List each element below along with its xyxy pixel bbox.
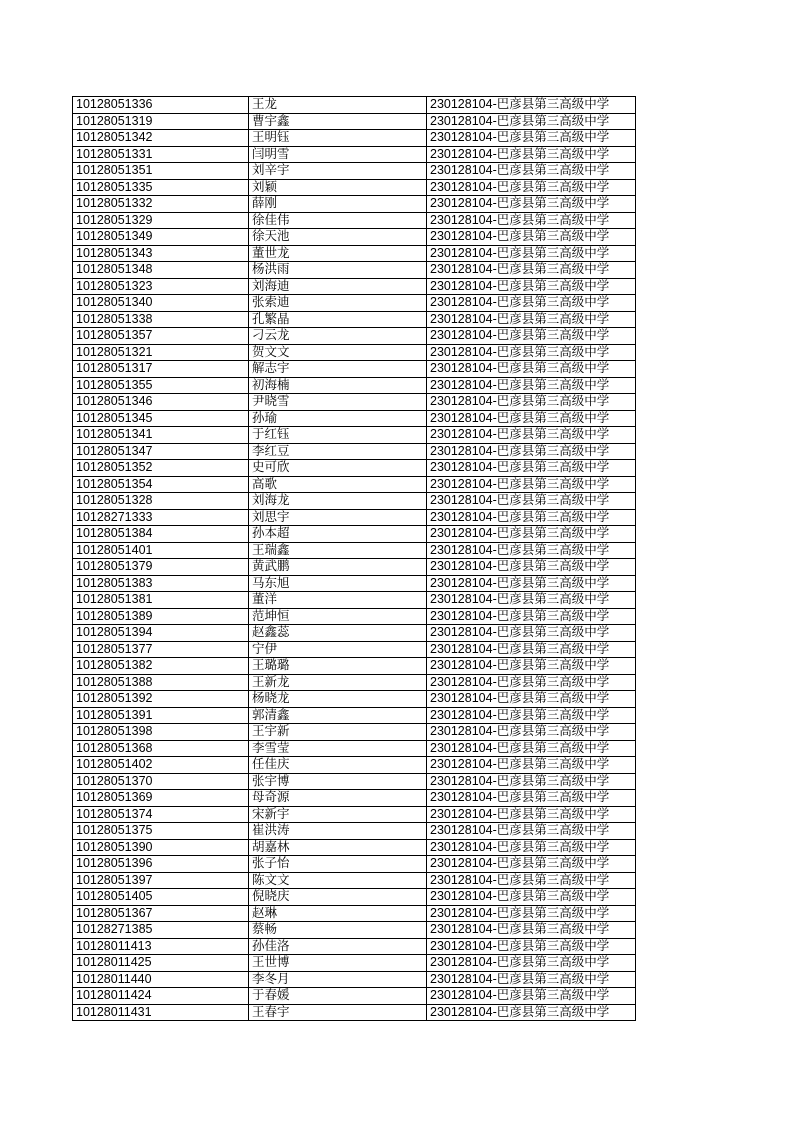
- school-cell: 230128104-巴彦县第三高级中学: [427, 773, 636, 790]
- table-row: [73, 674, 636, 691]
- school-cell: 230128104-巴彦县第三高级中学: [427, 542, 636, 559]
- school-cell: 230128104-巴彦县第三高级中学: [427, 575, 636, 592]
- school-cell: 230128104-巴彦县第三高级中学: [427, 955, 636, 972]
- student-name-cell: 刘海龙: [249, 493, 427, 510]
- school-cell: 230128104-巴彦县第三高级中学: [427, 344, 636, 361]
- table-row: [73, 559, 636, 576]
- table-row: [73, 955, 636, 972]
- student-name-cell: 陈文文: [249, 872, 427, 889]
- student-name-cell: 杨洪雨: [249, 262, 427, 279]
- student-name-cell: 王宇新: [249, 724, 427, 741]
- student-id-cell: 10128051351: [73, 163, 249, 180]
- table-row: [73, 922, 636, 939]
- school-cell: 230128104-巴彦县第三高级中学: [427, 641, 636, 658]
- student-id-cell: 10128051392: [73, 691, 249, 708]
- student-name-cell: 宁伊: [249, 641, 427, 658]
- table-row: [73, 146, 636, 163]
- student-name-cell: 刘辛宇: [249, 163, 427, 180]
- table-row: [73, 245, 636, 262]
- student-table: [72, 96, 636, 1021]
- table-row: [73, 658, 636, 675]
- school-cell: 230128104-巴彦县第三高级中学: [427, 295, 636, 312]
- student-id-cell: 10128271333: [73, 509, 249, 526]
- table-row: [73, 971, 636, 988]
- student-id-cell: 10128051370: [73, 773, 249, 790]
- student-id-cell: 10128051342: [73, 130, 249, 147]
- school-cell: 230128104-巴彦县第三高级中学: [427, 856, 636, 873]
- school-cell: 230128104-巴彦县第三高级中学: [427, 97, 636, 114]
- school-cell: 230128104-巴彦县第三高级中学: [427, 113, 636, 130]
- table-row: [73, 592, 636, 609]
- table-row: [73, 460, 636, 477]
- table-row: [73, 757, 636, 774]
- school-cell: 230128104-巴彦县第三高级中学: [427, 361, 636, 378]
- school-cell: 230128104-巴彦县第三高级中学: [427, 988, 636, 1005]
- table-row: [73, 179, 636, 196]
- student-name-cell: 赵琳: [249, 905, 427, 922]
- student-name-cell: 胡嘉林: [249, 839, 427, 856]
- school-cell: 230128104-巴彦县第三高级中学: [427, 146, 636, 163]
- table-row: [73, 691, 636, 708]
- table-row: [73, 509, 636, 526]
- student-name-cell: 刘颖: [249, 179, 427, 196]
- student-id-cell: 10128051401: [73, 542, 249, 559]
- student-id-cell: 10128051317: [73, 361, 249, 378]
- table-row: [73, 278, 636, 295]
- student-id-cell: 10128051335: [73, 179, 249, 196]
- table-row: [73, 262, 636, 279]
- student-id-cell: 10128011425: [73, 955, 249, 972]
- student-name-cell: 于春媛: [249, 988, 427, 1005]
- school-cell: 230128104-巴彦县第三高级中学: [427, 1004, 636, 1021]
- table-row: [73, 443, 636, 460]
- student-name-cell: 董世龙: [249, 245, 427, 262]
- school-cell: 230128104-巴彦县第三高级中学: [427, 757, 636, 774]
- school-cell: 230128104-巴彦县第三高级中学: [427, 526, 636, 543]
- school-cell: 230128104-巴彦县第三高级中学: [427, 740, 636, 757]
- student-id-cell: 10128051394: [73, 625, 249, 642]
- table-row: [73, 212, 636, 229]
- student-name-cell: 张索迪: [249, 295, 427, 312]
- school-cell: 230128104-巴彦县第三高级中学: [427, 460, 636, 477]
- student-id-cell: 10128011424: [73, 988, 249, 1005]
- student-name-cell: 李冬月: [249, 971, 427, 988]
- table-row: [73, 311, 636, 328]
- student-name-cell: 解志宇: [249, 361, 427, 378]
- table-row: [73, 806, 636, 823]
- student-id-cell: 10128051355: [73, 377, 249, 394]
- student-id-cell: 10128051379: [73, 559, 249, 576]
- student-name-cell: 初海楠: [249, 377, 427, 394]
- school-cell: 230128104-巴彦县第三高级中学: [427, 724, 636, 741]
- table-row: [73, 410, 636, 427]
- student-name-cell: 王瑞鑫: [249, 542, 427, 559]
- school-cell: 230128104-巴彦县第三高级中学: [427, 410, 636, 427]
- student-name-cell: 史可欣: [249, 460, 427, 477]
- student-id-cell: 10128051396: [73, 856, 249, 873]
- school-cell: 230128104-巴彦县第三高级中学: [427, 938, 636, 955]
- table-row: [73, 295, 636, 312]
- student-name-cell: 贺文文: [249, 344, 427, 361]
- student-id-cell: 10128051388: [73, 674, 249, 691]
- school-cell: 230128104-巴彦县第三高级中学: [427, 278, 636, 295]
- school-cell: 230128104-巴彦县第三高级中学: [427, 559, 636, 576]
- school-cell: 230128104-巴彦县第三高级中学: [427, 905, 636, 922]
- student-name-cell: 倪晓庆: [249, 889, 427, 906]
- student-name-cell: 孙本超: [249, 526, 427, 543]
- student-name-cell: 王春宇: [249, 1004, 427, 1021]
- student-id-cell: 10128051397: [73, 872, 249, 889]
- student-name-cell: 李红豆: [249, 443, 427, 460]
- school-cell: 230128104-巴彦县第三高级中学: [427, 212, 636, 229]
- school-cell: 230128104-巴彦县第三高级中学: [427, 592, 636, 609]
- student-id-cell: 10128051369: [73, 790, 249, 807]
- student-id-cell: 10128051323: [73, 278, 249, 295]
- table-row: [73, 575, 636, 592]
- student-id-cell: 10128051402: [73, 757, 249, 774]
- school-cell: 230128104-巴彦县第三高级中学: [427, 163, 636, 180]
- school-cell: 230128104-巴彦县第三高级中学: [427, 922, 636, 939]
- student-id-cell: 10128051389: [73, 608, 249, 625]
- table-row: [73, 163, 636, 180]
- student-id-cell: 10128051341: [73, 427, 249, 444]
- table-body: [73, 97, 636, 1021]
- student-name-cell: 薛刚: [249, 196, 427, 213]
- student-name-cell: 尹晓雪: [249, 394, 427, 411]
- student-id-cell: 10128051398: [73, 724, 249, 741]
- student-id-cell: 10128011440: [73, 971, 249, 988]
- student-id-cell: 10128051383: [73, 575, 249, 592]
- student-name-cell: 王明钰: [249, 130, 427, 147]
- student-name-cell: 王璐璐: [249, 658, 427, 675]
- table-row: [73, 130, 636, 147]
- school-cell: 230128104-巴彦县第三高级中学: [427, 229, 636, 246]
- school-cell: 230128104-巴彦县第三高级中学: [427, 872, 636, 889]
- table-row: [73, 839, 636, 856]
- school-cell: 230128104-巴彦县第三高级中学: [427, 427, 636, 444]
- student-id-cell: 10128051368: [73, 740, 249, 757]
- table-row: [73, 823, 636, 840]
- school-cell: 230128104-巴彦县第三高级中学: [427, 674, 636, 691]
- student-id-cell: 10128051319: [73, 113, 249, 130]
- student-name-cell: 王龙: [249, 97, 427, 114]
- student-name-cell: 李雪莹: [249, 740, 427, 757]
- table-row: [73, 97, 636, 114]
- student-id-cell: 10128051348: [73, 262, 249, 279]
- table-row: [73, 344, 636, 361]
- school-cell: 230128104-巴彦县第三高级中学: [427, 377, 636, 394]
- student-name-cell: 刘思宇: [249, 509, 427, 526]
- school-cell: 230128104-巴彦县第三高级中学: [427, 625, 636, 642]
- table-row: [73, 773, 636, 790]
- student-id-cell: 10128051390: [73, 839, 249, 856]
- table-row: [73, 740, 636, 757]
- school-cell: 230128104-巴彦县第三高级中学: [427, 608, 636, 625]
- student-id-cell: 10128271385: [73, 922, 249, 939]
- table-row: [73, 542, 636, 559]
- student-name-cell: 于红钰: [249, 427, 427, 444]
- table-row: [73, 641, 636, 658]
- student-id-cell: 10128051329: [73, 212, 249, 229]
- school-cell: 230128104-巴彦县第三高级中学: [427, 443, 636, 460]
- table-row: [73, 856, 636, 873]
- school-cell: 230128104-巴彦县第三高级中学: [427, 476, 636, 493]
- table-row: [73, 377, 636, 394]
- school-cell: 230128104-巴彦县第三高级中学: [427, 806, 636, 823]
- student-name-cell: 曹宇鑫: [249, 113, 427, 130]
- student-name-cell: 母奇源: [249, 790, 427, 807]
- student-name-cell: 郭清鑫: [249, 707, 427, 724]
- student-id-cell: 10128011413: [73, 938, 249, 955]
- table-row: [73, 1004, 636, 1021]
- student-id-cell: 10128051374: [73, 806, 249, 823]
- student-name-cell: 黄武鹏: [249, 559, 427, 576]
- student-id-cell: 10128051352: [73, 460, 249, 477]
- student-id-cell: 10128051384: [73, 526, 249, 543]
- student-name-cell: 高歌: [249, 476, 427, 493]
- student-id-cell: 10128051338: [73, 311, 249, 328]
- student-name-cell: 蔡畅: [249, 922, 427, 939]
- student-id-cell: 10128051343: [73, 245, 249, 262]
- student-name-cell: 孔繁晶: [249, 311, 427, 328]
- table-row: [73, 790, 636, 807]
- student-id-cell: 10128051367: [73, 905, 249, 922]
- table-row: [73, 328, 636, 345]
- school-cell: 230128104-巴彦县第三高级中学: [427, 179, 636, 196]
- table-row: [73, 872, 636, 889]
- student-name-cell: 崔洪涛: [249, 823, 427, 840]
- school-cell: 230128104-巴彦县第三高级中学: [427, 509, 636, 526]
- school-cell: 230128104-巴彦县第三高级中学: [427, 245, 636, 262]
- student-id-cell: 10128051382: [73, 658, 249, 675]
- student-name-cell: 闫明雪: [249, 146, 427, 163]
- school-cell: 230128104-巴彦县第三高级中学: [427, 196, 636, 213]
- table-row: [73, 724, 636, 741]
- student-name-cell: 王新龙: [249, 674, 427, 691]
- school-cell: 230128104-巴彦县第三高级中学: [427, 262, 636, 279]
- school-cell: 230128104-巴彦县第三高级中学: [427, 839, 636, 856]
- student-id-cell: 10128051381: [73, 592, 249, 609]
- school-cell: 230128104-巴彦县第三高级中学: [427, 707, 636, 724]
- school-cell: 230128104-巴彦县第三高级中学: [427, 328, 636, 345]
- student-id-cell: 10128051391: [73, 707, 249, 724]
- table-row: [73, 427, 636, 444]
- table-row: [73, 476, 636, 493]
- student-name-cell: 董洋: [249, 592, 427, 609]
- school-cell: 230128104-巴彦县第三高级中学: [427, 658, 636, 675]
- table-row: [73, 889, 636, 906]
- student-id-cell: 10128051377: [73, 641, 249, 658]
- student-name-cell: 范坤恒: [249, 608, 427, 625]
- student-id-cell: 10128051321: [73, 344, 249, 361]
- table-row: [73, 113, 636, 130]
- student-id-cell: 10128051347: [73, 443, 249, 460]
- student-id-cell: 10128051328: [73, 493, 249, 510]
- table-row: [73, 229, 636, 246]
- student-name-cell: 宋新宇: [249, 806, 427, 823]
- table-row: [73, 493, 636, 510]
- student-name-cell: 杨晓龙: [249, 691, 427, 708]
- student-id-cell: 10128051354: [73, 476, 249, 493]
- school-cell: 230128104-巴彦县第三高级中学: [427, 493, 636, 510]
- student-name-cell: 孙瑜: [249, 410, 427, 427]
- table-row: [73, 196, 636, 213]
- student-id-cell: 10128051332: [73, 196, 249, 213]
- student-id-cell: 10128051405: [73, 889, 249, 906]
- student-id-cell: 10128051336: [73, 97, 249, 114]
- student-name-cell: 徐佳伟: [249, 212, 427, 229]
- table-row: [73, 707, 636, 724]
- table-row: [73, 938, 636, 955]
- table-row: [73, 394, 636, 411]
- student-id-cell: 10128051345: [73, 410, 249, 427]
- table-row: [73, 608, 636, 625]
- student-id-cell: 10128011431: [73, 1004, 249, 1021]
- student-name-cell: 张宇博: [249, 773, 427, 790]
- student-name-cell: 赵鑫蕊: [249, 625, 427, 642]
- student-name-cell: 刁云龙: [249, 328, 427, 345]
- table-row: [73, 905, 636, 922]
- table-row: [73, 625, 636, 642]
- school-cell: 230128104-巴彦县第三高级中学: [427, 889, 636, 906]
- student-id-cell: 10128051340: [73, 295, 249, 312]
- student-name-cell: 张子怡: [249, 856, 427, 873]
- student-id-cell: 10128051331: [73, 146, 249, 163]
- school-cell: 230128104-巴彦县第三高级中学: [427, 311, 636, 328]
- student-name-cell: 任佳庆: [249, 757, 427, 774]
- school-cell: 230128104-巴彦县第三高级中学: [427, 130, 636, 147]
- school-cell: 230128104-巴彦县第三高级中学: [427, 971, 636, 988]
- school-cell: 230128104-巴彦县第三高级中学: [427, 691, 636, 708]
- table-row: [73, 361, 636, 378]
- school-cell: 230128104-巴彦县第三高级中学: [427, 790, 636, 807]
- table-row: [73, 526, 636, 543]
- school-cell: 230128104-巴彦县第三高级中学: [427, 823, 636, 840]
- table-row: [73, 988, 636, 1005]
- student-name-cell: 孙佳洛: [249, 938, 427, 955]
- student-id-cell: 10128051375: [73, 823, 249, 840]
- student-id-cell: 10128051346: [73, 394, 249, 411]
- student-id-cell: 10128051349: [73, 229, 249, 246]
- student-name-cell: 王世博: [249, 955, 427, 972]
- student-name-cell: 徐天池: [249, 229, 427, 246]
- school-cell: 230128104-巴彦县第三高级中学: [427, 394, 636, 411]
- student-name-cell: 刘海迪: [249, 278, 427, 295]
- student-id-cell: 10128051357: [73, 328, 249, 345]
- student-name-cell: 马东旭: [249, 575, 427, 592]
